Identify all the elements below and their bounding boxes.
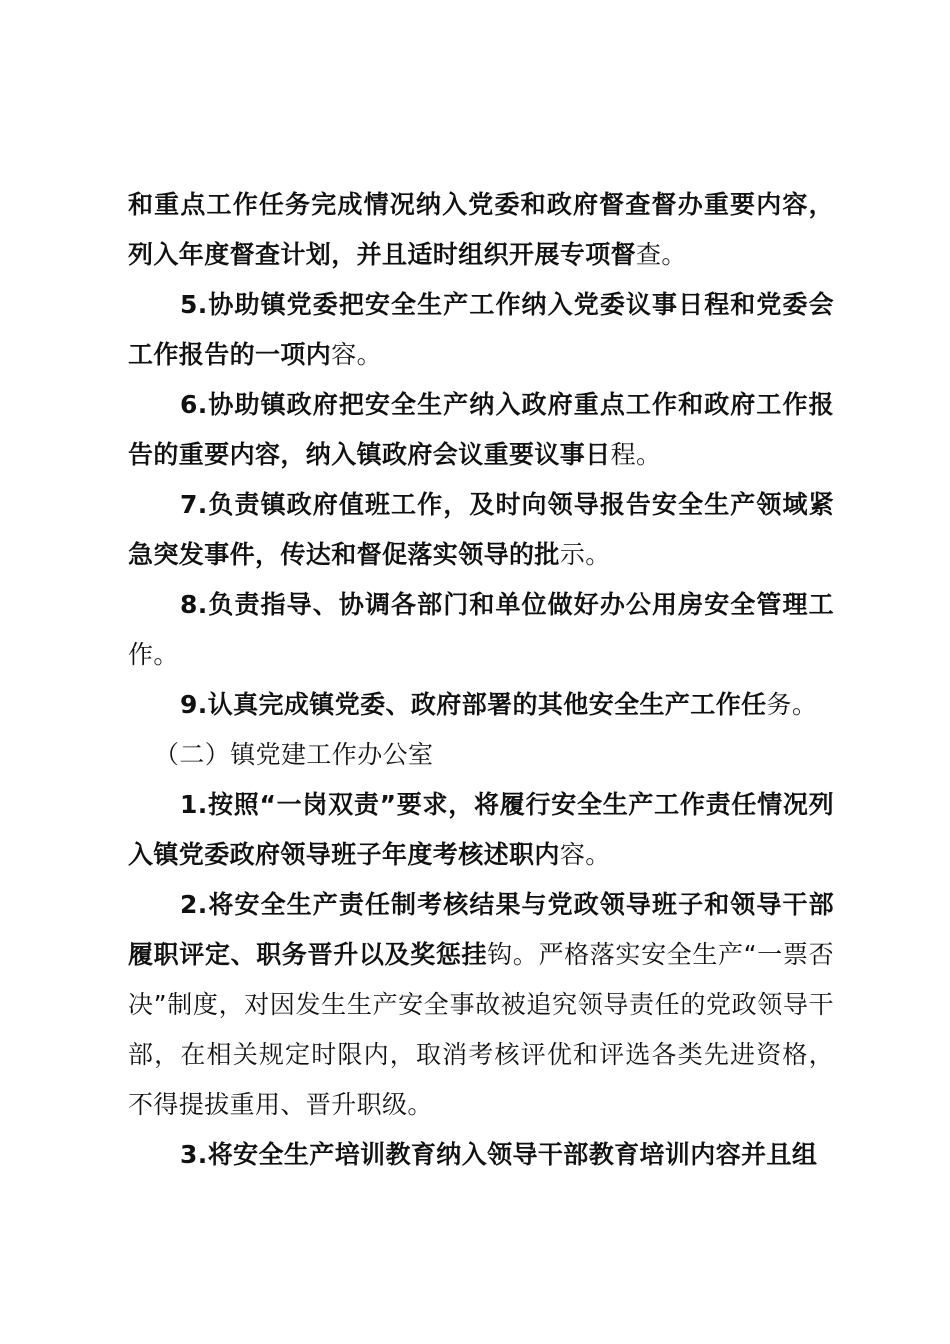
paragraph-bold-text: 7.负责镇政府值班工作，及时向领导报告安全生产领域紧急突发事件，传达和督促落实领导的批 [128,490,834,569]
paragraph-item-9 [128,680,834,730]
paragraph-normal-text: 务。 [766,690,818,719]
paragraph-item-8 [128,580,834,680]
paragraph-party-item-2 [128,880,834,1130]
paragraph-normal-text: 查。 [636,240,687,269]
section-heading-party-office [154,730,860,780]
paragraph-normal-text: 作。 [128,640,179,669]
paragraph-bold-text: 2.将安全生产责任制考核结果与党政领导班子和领导干部履职评定、职务晋升以及奖惩挂 [128,890,834,969]
paragraph-bold-text: 1.按照“一岗双责”要求，将履行安全生产工作责任情况列入镇党委政府领导班子年度考核述职内 [128,790,834,869]
paragraph-bold-text: 5.协助镇党委把安全生产工作纳入党委议事日程和党委会工作报告的一项内 [128,290,834,369]
paragraph-bold-text: 6.协助镇政府把安全生产纳入政府重点工作和政府工作报告的重要内容，纳入镇政府会议重要议事日 [128,390,834,469]
paragraph-normal-text: 示。 [559,540,611,569]
paragraph-bold-text: 和重点工作任务完成情况纳入党委和政府督查督办重要内容，列入年度督查计划，并且适时组织开展专项督 [128,190,834,269]
paragraph-item-6 [128,380,834,480]
paragraph-party-item-1 [128,780,834,880]
paragraph-normal-text: 容。 [331,340,383,369]
paragraph-normal-text: 钩。严格落实安全生产“一票否决”制度，对因发生生产安全事故被追究领导责任的党政领导干部，在相关规定时限内，取消考核评优和评选各类先进资格，不得提拔重用、晋升职级。 [128,940,834,1119]
paragraph-party-item-3 [128,1130,834,1180]
paragraph-normal-text: 程。 [610,440,662,469]
paragraph-normal-text: 容。 [559,840,611,869]
paragraph-bold-text: 3.将安全生产培训教育纳入领导干部教育培训内容并且组 [180,1140,818,1169]
paragraph-bold-text: 8.负责指导、协调各部门和单位做好办公用房安全管理工 [180,590,834,619]
paragraph-item-5 [128,280,834,380]
paragraph-item-7 [128,480,834,580]
paragraph-bold-text: 9.认真完成镇党委、政府部署的其他安全生产工作任 [180,690,767,719]
section-heading-text: （二）镇党建工作办公室 [154,740,434,769]
paragraph-supervision-continued [128,180,834,280]
